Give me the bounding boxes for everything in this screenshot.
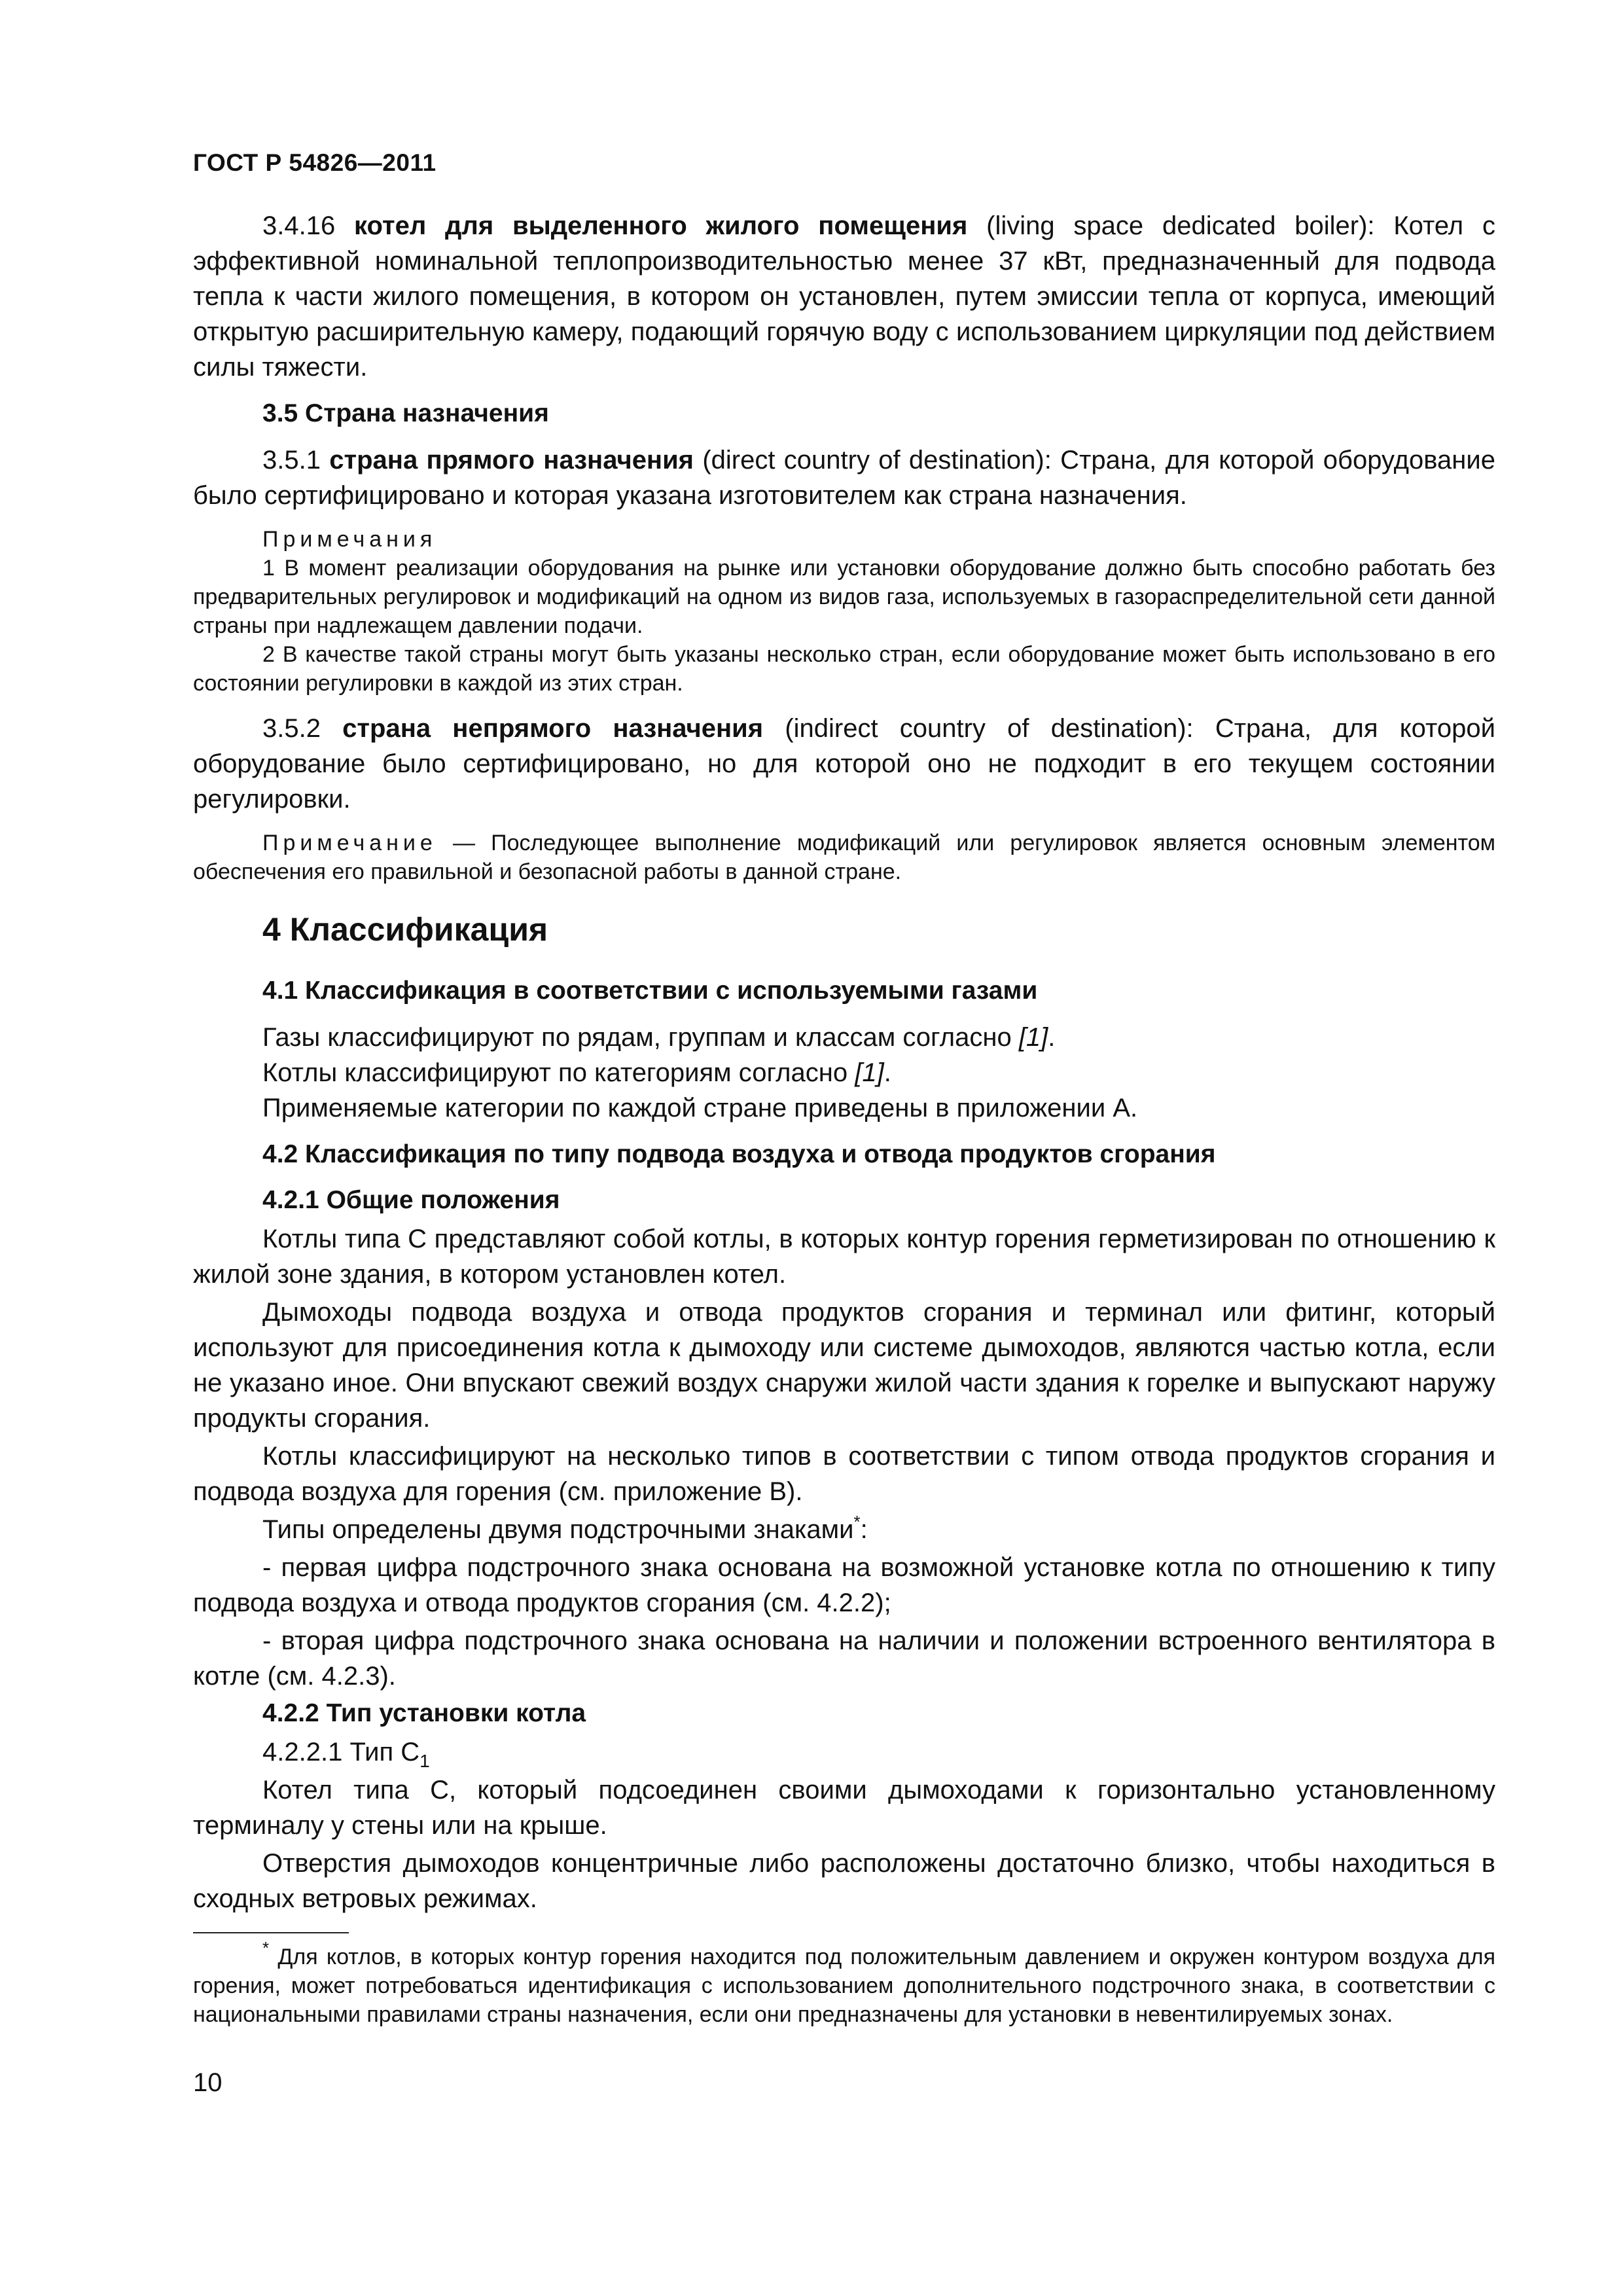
definition: (indirect country of destination): Страна, для которой оборудование было сертифицировано, но для которой оно не подходит в его текущем состоянии регулировки. xyxy=(193,714,1495,814)
reference-link[interactable]: [1] xyxy=(1018,1023,1048,1052)
heading-4-2-1: 4.2.1 Общие положения xyxy=(262,1186,560,1214)
clause-number: 3.5.2 xyxy=(262,714,321,743)
footnote-divider xyxy=(193,1932,349,1933)
heading-4-1: 4.1 Классификация в соответствии с используемыми газами xyxy=(262,977,1038,1005)
clause-number: 3.4.16 xyxy=(262,211,336,240)
paragraph: Типы определены двумя подстрочными знаками*: xyxy=(262,1512,868,1544)
footnote-text: Для котлов, в которых контур горения находится под положительным давлением и окружен контуром воздуха для горения, может потребоваться идентификация с использованием дополнительного подстрочного знака, в соответствии с национальными правилами страны назначения, если они предназначены для установки в невентилируемых зонах. xyxy=(193,1945,1495,2027)
categories-line: Применяемые категории по каждой стране приведены в приложении А. xyxy=(262,1094,1138,1122)
note-text: — Последующее выполнение модификаций или регулировок является основным элементом обеспечения его правильной и безопасной работы в данной стране. xyxy=(193,831,1495,884)
page-number: 10 xyxy=(193,2068,223,2097)
boilers-line: Котлы классифицируют по категориям согласно [1]. xyxy=(262,1058,891,1087)
clause-3-5-2 xyxy=(193,711,1495,817)
gases-line: Газы классифицируют по рядам, группам и классам согласно [1]. xyxy=(262,1023,1056,1052)
term: страна непрямого назначения xyxy=(342,714,764,743)
notes-label: Примечания xyxy=(262,527,437,552)
heading-4-2-2: 4.2.2 Тип установки котла xyxy=(262,1699,586,1727)
note-2: 2 В качестве такой страны могут быть указаны несколько стран, если оборудование может быть использовано в его состоянии регулировки в каждой из этих стран. xyxy=(193,642,1495,696)
clause-3-4-16 xyxy=(193,208,1495,385)
definition: (living space dedicated boiler): Котел с эффективной номинальной теплопроизводительностью менее 37 кВт, предназначенный для подвода тепла к части жилого помещения, в котором он установлен, путем эмиссии тепла от корпуса, имеющий открытую расширительную камеру, подающий горячую воду с использованием циркуляции под действием силы тяжести. xyxy=(193,211,1495,382)
footnote-marker[interactable]: * xyxy=(853,1512,861,1532)
heading-4: 4 Классификация xyxy=(262,911,548,948)
clause-3-5-1 xyxy=(193,442,1495,513)
paragraph: Котел типа С, который подсоединен своими дымоходами к горизонтально установленному терминалу у стены или на крыше. xyxy=(193,1776,1495,1840)
paragraph: Отверстия дымоходов концентричные либо расположены достаточно близко, чтобы находиться в сходных ветровых режимах. xyxy=(193,1849,1495,1913)
list-item: - первая цифра подстрочного знака основана на возможной установке котла по отношению к типу подвода воздуха и отвода продуктов сгорания (см. 4.2.2); xyxy=(193,1553,1495,1617)
note-3-5-2 xyxy=(193,829,1495,886)
page-content xyxy=(193,208,1495,1919)
definition: (direct country of destination): Страна, для которой оборудование было сертифицировано и которая указана изготовителем как страна назначения. xyxy=(193,446,1495,510)
paragraph: Дымоходы подвода воздуха и отвода продуктов сгорания и терминал или фитинг, который используют для присоединения котла к дымоходу или системе дымоходов, являются частью котла, если не указано иное. Они впускают свежий воздух снаружи жилой части здания к горелке и выпускают наружу продукты сгорания. xyxy=(193,1298,1495,1433)
note-label: Примечание xyxy=(262,831,437,855)
heading-4-2-2-1: 4.2.2.1 Тип $С_1$ xyxy=(262,1738,430,1771)
heading-3-5: 3.5 Страна назначения xyxy=(262,399,549,427)
paragraph: Котлы типа С представляют собой котлы, в которых контур горения герметизирован по отношению к жилой зоне здания, в котором установлен котел. xyxy=(193,1225,1495,1289)
heading-4-2: 4.2 Классификация по типу подвода воздуха и отвода продуктов сгорания xyxy=(262,1140,1216,1168)
footnote xyxy=(193,1938,1495,2029)
reference-link[interactable]: [1] xyxy=(855,1058,884,1087)
paragraph: Котлы классифицируют на несколько типов в соответствии с типом отвода продуктов сгорания и подвода воздуха для горения (см. приложение В). xyxy=(193,1442,1495,1506)
section-4-1-lines xyxy=(193,1020,1495,1126)
list-item: - вторая цифра подстрочного знака основана на наличии и положении встроенного вентилятора в котле (см. 4.2.3). xyxy=(193,1626,1495,1691)
notes-3-5-1 xyxy=(193,525,1495,698)
term: страна прямого назначения xyxy=(329,446,694,475)
term: котел для выделенного жилого помещения xyxy=(354,211,968,240)
document-header: ГОСТ Р 54826—2011 xyxy=(193,149,437,176)
note-1: 1 В момент реализации оборудования на рынке или установки оборудование должно быть способно работать без предварительных регулировок и модификаций на одном из видов газа, используемых в газораспределительной сети данной страны при надлежащем давлении подачи. xyxy=(193,556,1495,638)
footnote-marker: * xyxy=(262,1938,270,1958)
clause-number: 3.5.1 xyxy=(262,446,321,475)
